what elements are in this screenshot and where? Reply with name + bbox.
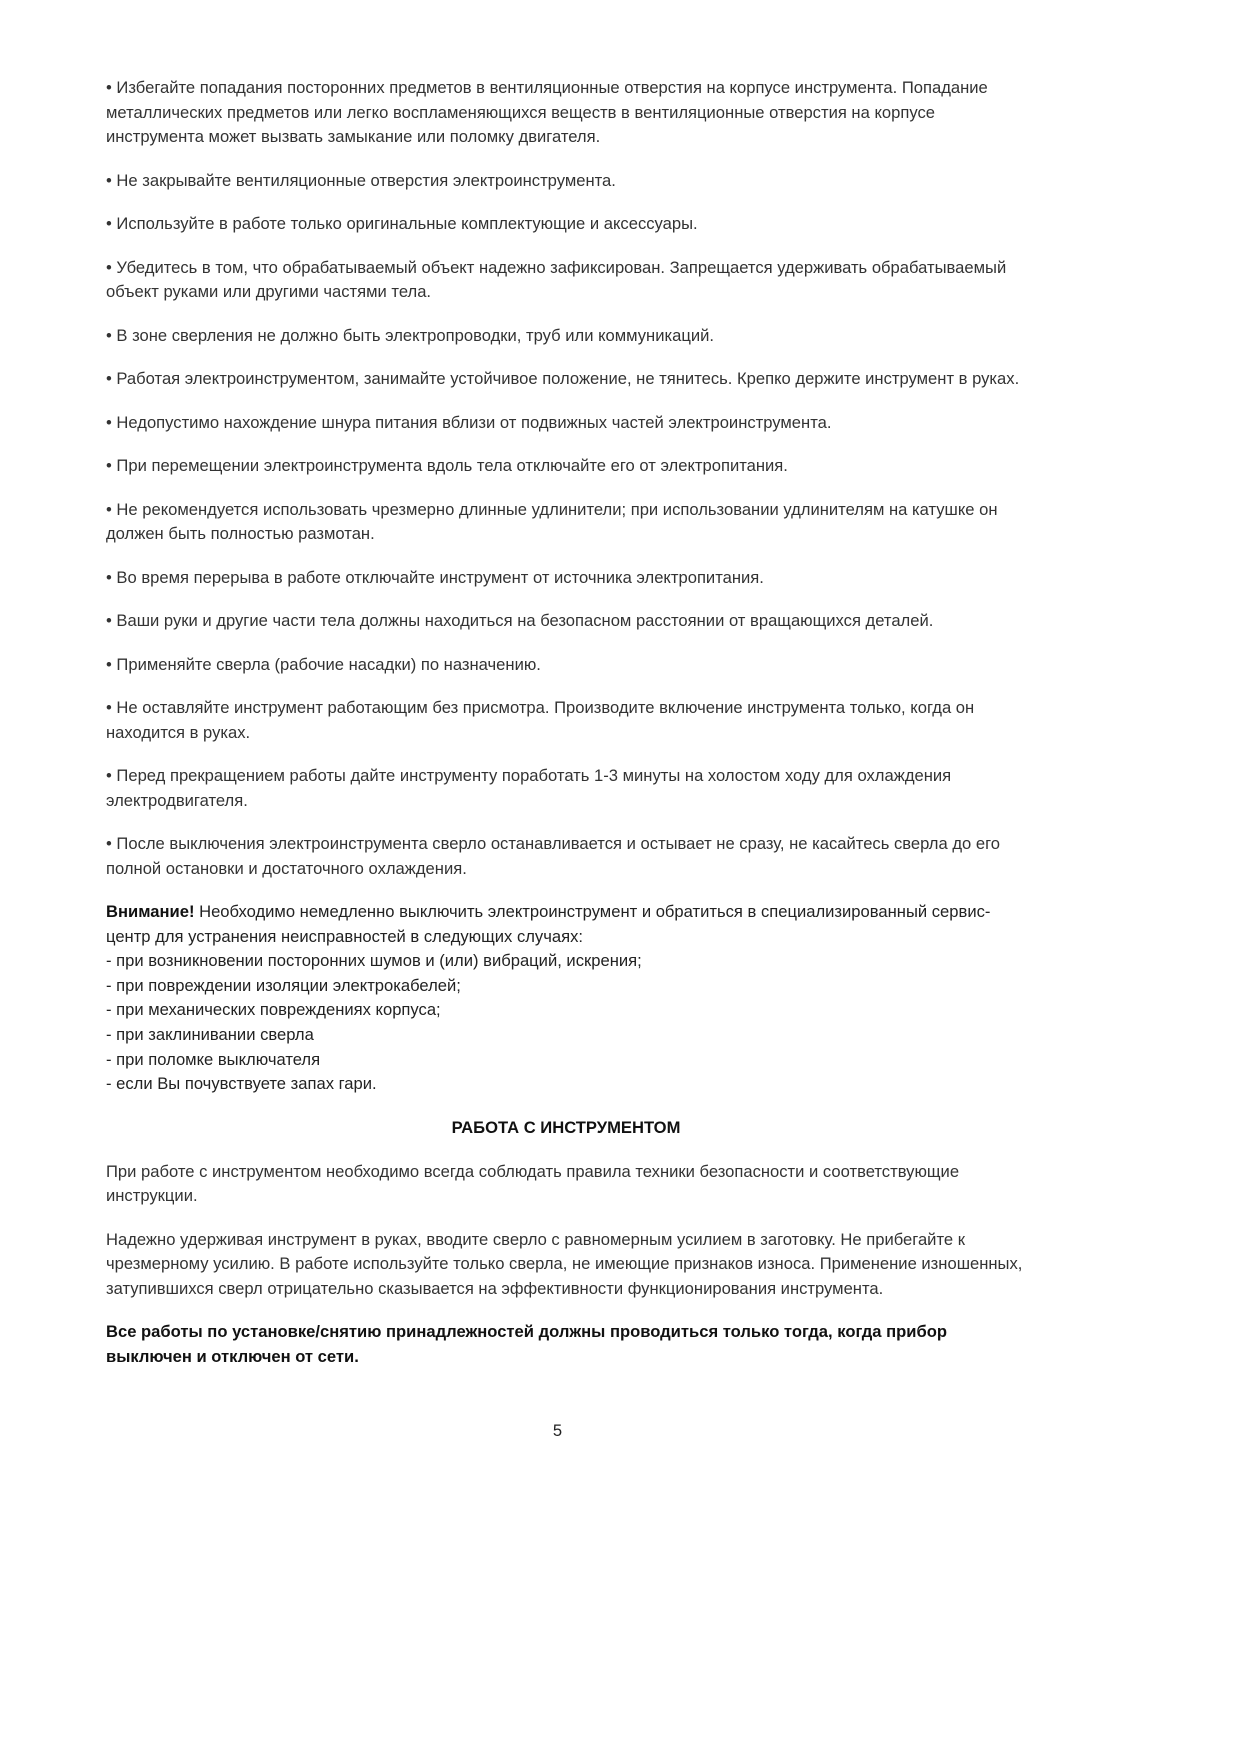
warning-list-item: - если Вы почувствуете запах гари.	[106, 1074, 377, 1094]
bullet-paragraph: • Ваши руки и другие части тела должны находиться на безопасном расстоянии от вращающихся деталей.	[106, 611, 934, 630]
warning-list-item: - при возникновении посторонних шумов и (или) вибраций, искрения;	[106, 951, 642, 971]
bullet-paragraph: • Недопустимо нахождение шнура питания вблизи от подвижных частей электроинструмента.	[106, 412, 832, 432]
warning-list-item: - при поломке выключателя	[106, 1049, 321, 1069]
warning-label: Внимание!	[106, 902, 195, 921]
section-paragraph: Надежно удерживая инструмент в руках, вводите сверло с равномерным усилием в заготовку. Не прибегайте к чрезмерному усилию. В работе используйте только сверла, не имеющие признаков износа. Применение изношенных, затупившихся сверл отрицательно сказывается на эффективности функционирования инструмента.	[106, 1229, 1023, 1298]
bullet-paragraph: • Используйте в работе только оригинальные комплектующие и аксессуары.	[106, 214, 698, 233]
bullet-paragraph: • После выключения электроинструмента сверло останавливается и остывает не сразу, не касайтесь сверла до его полной остановки и достаточного охлаждения.	[106, 834, 1000, 878]
bullet-paragraph: • Не оставляйте инструмент работающим без присмотра. Производите включение инструмента только, когда он находится в руках.	[106, 698, 975, 742]
bullet-paragraph: • Убедитесь в том, что обрабатываемый объект надежно зафиксирован. Запрещается удерживать обрабатываемый объект руками или другими частями тела.	[106, 257, 1007, 301]
page-content	[106, 76, 1026, 1369]
bullet-paragraph: • В зоне сверления не должно быть электропроводки, труб или коммуникаций.	[106, 325, 714, 345]
bullet-paragraph: • Избегайте попадания посторонних предметов в вентиляционные отверстия на корпусе инструмента. Попадание металлических предметов или легко воспламеняющихся веществ в вентиляционные отверстия на корпусе инструмента может вызвать замыкание или поломку двигателя.	[106, 78, 988, 146]
bullet-paragraph: • Не закрывайте вентиляционные отверстия электроинструмента.	[106, 170, 616, 190]
important-note: Все работы по установке/снятию принадлежностей должны проводиться только тогда, когда прибор выключен и отключен от сети.	[106, 1322, 947, 1366]
bullet-paragraph: • Во время перерыва в работе отключайте инструмент от источника электропитания.	[106, 567, 764, 587]
section-paragraph: При работе с инструментом необходимо всегда соблюдать правила техники безопасности и соответствующие инструкции.	[106, 1161, 960, 1206]
warning-list-item: - при механических повреждениях корпуса;	[106, 1000, 441, 1020]
warning-text: Необходимо немедленно выключить электроинструмент и обратиться в специализированный сервис-центр для устранения неисправностей в следующих случаях:	[106, 902, 991, 946]
section-heading: РАБОТА С ИНСТРУМЕНТОМ	[451, 1117, 681, 1137]
warning-intro	[106, 900, 1026, 949]
bullet-paragraph: • Применяйте сверла (рабочие насадки) по назначению.	[106, 654, 541, 674]
bullet-paragraph: • Не рекомендуется использовать чрезмерно длинные удлинители; при использовании удлинителям на катушке он должен быть полностью размотан.	[106, 499, 998, 543]
bullet-paragraph: • Работая электроинструментом, занимайте устойчивое положение, не тянитесь. Крепко держите инструмент в руках.	[106, 369, 1020, 388]
bullet-paragraph: • Перед прекращением работы дайте инструменту поработать 1-3 минуты на холостом ходу для охлаждения электродвигателя.	[106, 766, 952, 810]
warning-list-item: - при заклинивании сверла	[106, 1024, 314, 1044]
page-number: 5	[552, 1421, 563, 1440]
warning-notice	[106, 900, 1026, 1097]
warning-list-item: - при повреждении изоляции электрокабелей;	[106, 975, 461, 995]
bullet-paragraph: • При перемещении электроинструмента вдоль тела отключайте его от электропитания.	[106, 456, 788, 475]
